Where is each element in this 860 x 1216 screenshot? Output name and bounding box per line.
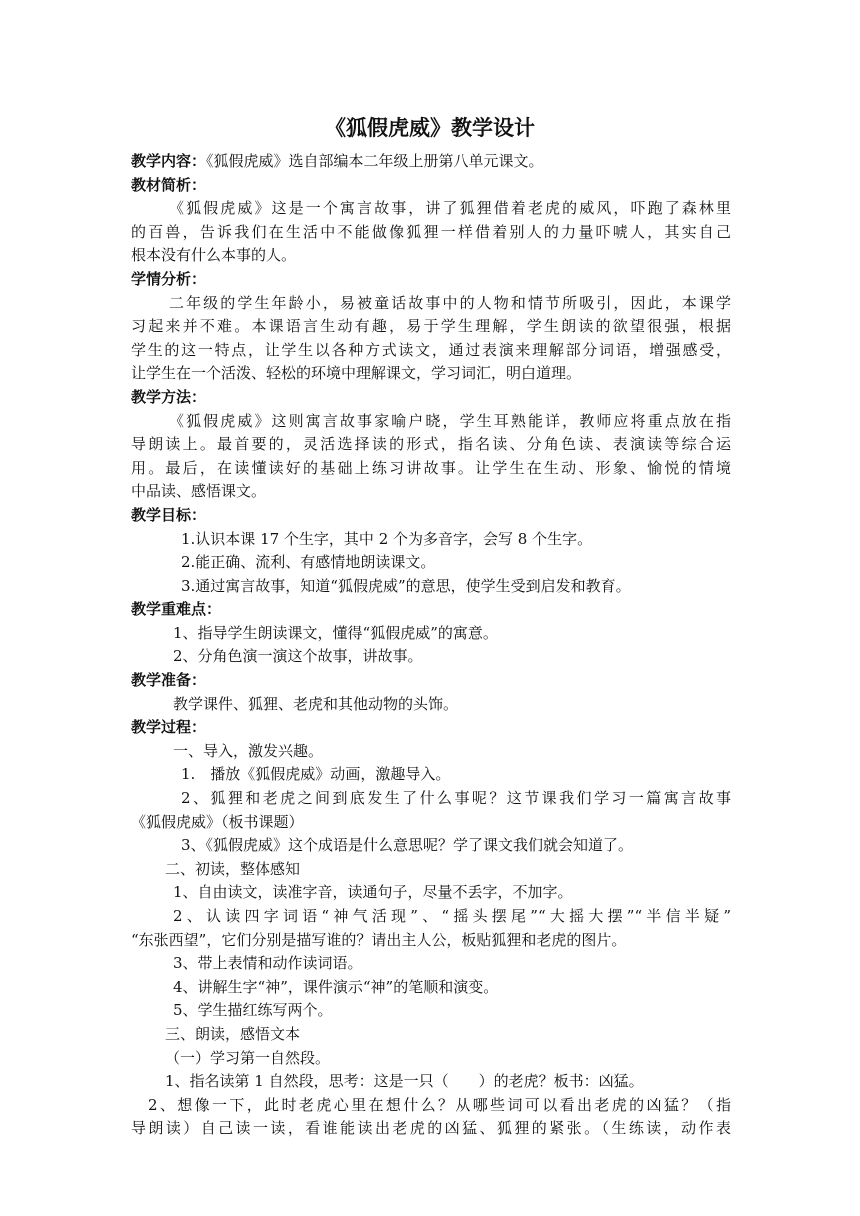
paragraph-line xyxy=(131,433,731,457)
line-text: 5、学生描红练写两个。 xyxy=(173,1001,333,1020)
paragraph-line xyxy=(131,811,731,835)
line-text: 的百兽，告诉我们在生活中不能做像狐狸一样借着别人的力量吓唬人，其实自己 xyxy=(131,222,731,241)
paragraph-line xyxy=(131,362,731,386)
paragraph-line xyxy=(131,197,731,221)
section-line xyxy=(131,716,731,740)
line-text: 1、指导学生朗读课文，懂得“狐假虎威”的寓意。 xyxy=(173,623,498,642)
paragraph-line xyxy=(131,457,731,481)
section-heading: 教学准备： xyxy=(131,671,207,690)
line-text: 一、导入，激发兴趣。 xyxy=(173,741,324,760)
line-text: 3、带上表情和动作读词语。 xyxy=(173,954,363,973)
paragraph-line xyxy=(131,221,731,245)
line-text: 习起来并不难。本课语言生动有趣，易于学生理解，学生朗读的欲望很强，根据 xyxy=(131,317,731,336)
paragraph-line xyxy=(131,999,731,1023)
paragraph-line xyxy=(131,622,731,646)
section-heading: 学情分析： xyxy=(131,269,207,288)
paragraph-line xyxy=(131,1023,731,1047)
section-line xyxy=(131,598,731,622)
paragraph-line xyxy=(131,315,731,339)
line-text: 导朗读上。最首要的，灵活选择读的形式，指名读、分角色读、表演读等综合运 xyxy=(131,435,731,454)
paragraph-line xyxy=(131,339,731,363)
section-heading: 教材简析： xyxy=(131,175,207,194)
line-text: 3、《狐假虎威》这个成语是什么意思呢？学了课文我们就会知道了。 xyxy=(181,836,634,855)
paragraph-line xyxy=(131,244,731,268)
paragraph-line xyxy=(131,551,731,575)
section-line xyxy=(131,150,731,174)
line-text: 《狐假虎威》这则寓言故事家喻户晓，学生耳熟能详，教师应将重点放在指 xyxy=(169,411,731,430)
line-text: 1、自由读文，读准字音，读通句子，尽量不丢字，不加字。 xyxy=(173,883,573,902)
section-line xyxy=(131,504,731,528)
paragraph-line xyxy=(131,976,731,1000)
line-text: （一）学习第一自然段。 xyxy=(165,1048,331,1067)
paragraph-line xyxy=(131,1094,731,1118)
line-text: 1.认识本课 17 个生字，其中 2 个为多音字，会写 8 个生字。 xyxy=(181,529,593,548)
paragraph-line xyxy=(131,740,731,764)
paragraph-line xyxy=(131,528,731,552)
line-text: 2.能正确、流利、有感情地朗读课文。 xyxy=(181,553,436,572)
line-text: 3.通过寓言故事，知道“狐假虎威”的意思，使学生受到启发和教育。 xyxy=(181,576,631,595)
line-text: 让学生在一个活泼、轻松的环境中理解课文，学习词汇，明白道理。 xyxy=(131,364,582,383)
paragraph-line xyxy=(131,787,731,811)
paragraph-line xyxy=(131,1070,731,1094)
paragraph-line xyxy=(131,1047,731,1071)
section-line xyxy=(131,268,731,292)
section-heading: 教学过程： xyxy=(131,718,207,737)
section-heading: 教学重难点： xyxy=(131,600,222,619)
line-text: 二、初读，整体感知 xyxy=(165,859,301,878)
paragraph-line xyxy=(131,905,731,929)
paragraph-line xyxy=(131,645,731,669)
line-text: 教学课件、狐狸、老虎和其他动物的头饰。 xyxy=(173,694,459,713)
document-body xyxy=(131,150,731,1141)
line-text: 学生的这一特点，让学生以各种方式读文，通过表演来理解部分词语，增强感受， xyxy=(131,340,731,359)
line-text: 《狐假虎威》选自部编本二年级上册第八单元课文。 xyxy=(206,152,544,170)
paragraph-line xyxy=(131,693,731,717)
paragraph-line xyxy=(131,410,731,434)
line-text: 导朗读）自己读一读，看谁能读出老虎的凶猛、狐狸的紧张。（生练读，动作表 xyxy=(131,1119,731,1138)
line-text: “东张西望”，它们分别是描写谁的？请出主人公，板贴狐狸和老虎的图片。 xyxy=(131,930,627,949)
line-text: 三、朗读，感悟文本 xyxy=(165,1024,301,1043)
document-title: 《狐假虎威》教学设计 xyxy=(325,116,535,140)
line-text: 2、想像一下，此时老虎心里在想什么？从哪些词可以看出老虎的凶猛？（指 xyxy=(148,1095,731,1114)
line-text: 2、认读四字词语“神气活现”、“摇头摆尾”“大摇大摆”“半信半疑” xyxy=(173,907,731,925)
section-heading: 教学方法： xyxy=(131,387,207,406)
section-heading: 教学内容： xyxy=(131,152,207,170)
paragraph-line xyxy=(131,763,731,787)
line-text: 用。最后，在读懂读好的基础上练习讲故事。让学生在生动、形象、愉悦的情境 xyxy=(131,458,731,477)
section-line xyxy=(131,669,731,693)
paragraph-line xyxy=(131,1117,731,1141)
line-text: 根本没有什么本事的人。 xyxy=(131,246,297,265)
section-heading: 教学目标： xyxy=(131,505,207,524)
line-text: 2、分角色演一演这个故事，讲故事。 xyxy=(173,647,423,666)
line-text: 二年级的学生年龄小，易被童话故事中的人物和情节所吸引，因此，本课学 xyxy=(169,293,731,312)
line-text: 2、狐狸和老虎之间到底发生了什么事呢？这节课我们学习一篇寓言故事 xyxy=(181,789,731,808)
section-line xyxy=(131,386,731,410)
section-line xyxy=(131,174,731,198)
paragraph-line xyxy=(131,858,731,882)
paragraph-line xyxy=(131,834,731,858)
line-text: 1、指名读第 1 自然段，思考：这是一只（ ）的老虎？板书：凶猛。 xyxy=(165,1072,644,1091)
paragraph-line xyxy=(131,292,731,316)
paragraph-line xyxy=(131,952,731,976)
line-text: 《狐假虎威》这是一个寓言故事，讲了狐狸借着老虎的威风，吓跑了森林里 xyxy=(169,199,731,218)
line-text: 中品读、感悟课文。 xyxy=(131,482,267,501)
paragraph-line xyxy=(131,575,731,599)
line-text: 1. 播放《狐假虎威》动画，激趣导入。 xyxy=(181,765,451,784)
line-text: 《狐假虎威》（板书课题） xyxy=(131,812,304,831)
paragraph-line xyxy=(131,480,731,504)
paragraph-line xyxy=(131,929,731,953)
paragraph-line xyxy=(131,881,731,905)
line-text: 4、讲解生字“神”，课件演示“神”的笔顺和演变。 xyxy=(173,977,499,996)
